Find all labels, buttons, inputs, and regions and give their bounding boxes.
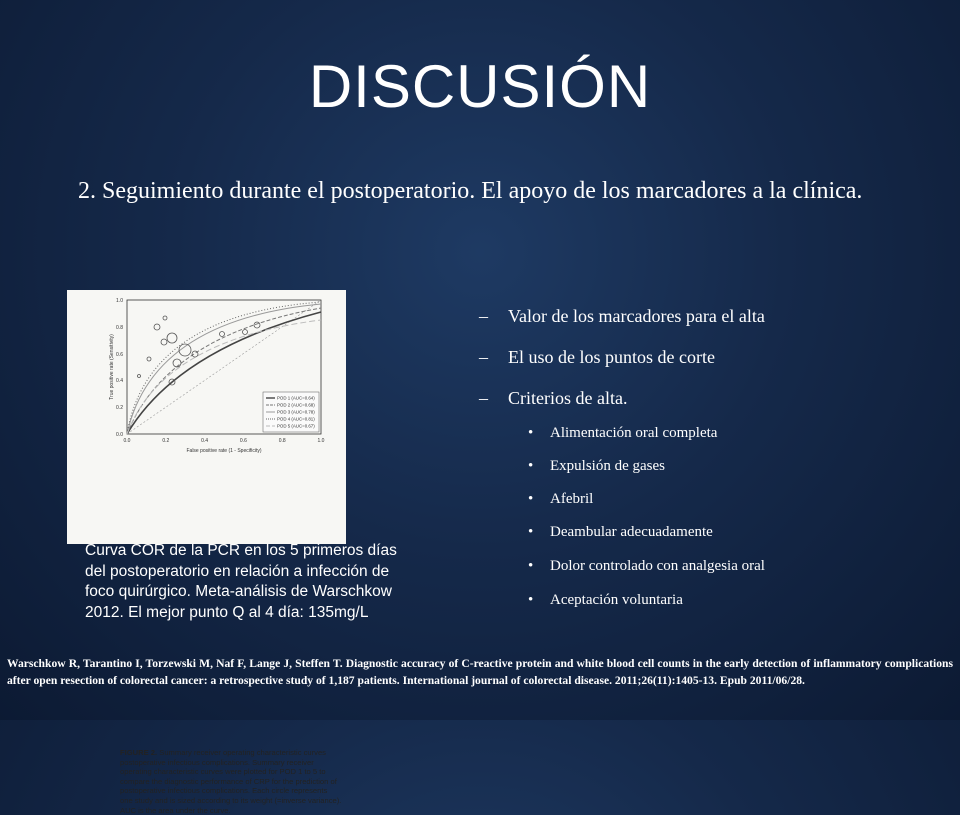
legend-item: POD 3 (AUC=0.78) <box>277 409 315 415</box>
criteria-text: Deambular adecuadamente <box>550 524 713 540</box>
y-tick: 0.8 <box>116 325 123 331</box>
study-point <box>220 332 225 337</box>
y-tick: 0.2 <box>116 405 123 411</box>
image-caption: Curva COR de la PCR en los 5 primeros días del postoperatorio en relación a infección de foco quirúrgico. Meta-análisis de Warschkow 2012. El mejor punto Q al 4 día: 135mg/L <box>85 542 397 621</box>
study-point <box>161 339 167 345</box>
study-point <box>147 357 151 361</box>
x-tick: 0.6 <box>239 438 247 444</box>
bullet-marker: • <box>528 491 534 507</box>
legend-item: POD 1 (AUC=0.64) <box>277 395 315 401</box>
criteria-text: Dolor controlado con analgesia oral <box>550 558 765 574</box>
legend-item: POD 2 (AUC=0.68) <box>277 402 315 408</box>
study-point <box>138 375 141 378</box>
bullet-marker: • <box>528 558 534 574</box>
legend-item: POD 4 (AUC=0.81) <box>277 416 315 422</box>
slide-subtitle: 2. Seguimiento durante el postoperatorio. El apoyo de los marcadores a la clínica. <box>78 178 863 204</box>
dash-marker: – <box>479 347 488 367</box>
dash-marker: – <box>479 306 488 326</box>
main-point-text: Criterios de alta. <box>508 388 628 408</box>
slide-title: DISCUSIÓN <box>308 53 652 120</box>
legend-item: POD 5 (AUC=0.67) <box>277 423 315 429</box>
x-axis-label: False positive rate (1 - Specificity) <box>186 448 262 454</box>
figure-caption <box>120 748 342 815</box>
reference-citation: Warschkow R, Tarantino I, Torzewski M, Naf F, Lange J, Steffen T. Diagnostic accuracy of C-reactive protein and white blood cell counts in the early detection of inflammatory complications after open resection of colorectal cancer: a retrospective study of 1,187 patients. International journal of colorectal disease. 2011;26(11):1405-13. Epub 2011/06/28. <box>7 657 953 687</box>
criteria-text: Expulsión de gases <box>550 458 665 474</box>
study-point <box>154 324 160 330</box>
figure-caption-label: FIGURE 2. <box>120 748 158 757</box>
main-point-text: El uso de los puntos de corte <box>508 347 715 367</box>
bullet-marker: • <box>528 425 534 441</box>
study-point <box>173 359 181 367</box>
y-tick: 1.0 <box>116 298 123 304</box>
bullet-marker: • <box>528 592 534 608</box>
y-ticks <box>116 298 123 438</box>
dash-marker: – <box>479 388 488 408</box>
criteria-text: Afebril <box>550 491 594 507</box>
bullet-marker: • <box>528 458 534 474</box>
study-point <box>254 322 260 328</box>
criteria-text: Alimentación oral completa <box>550 425 718 441</box>
y-tick: 0.4 <box>116 378 123 384</box>
criteria-text: Aceptación voluntaria <box>550 592 683 608</box>
x-tick: 0.4 <box>201 438 209 444</box>
study-point <box>163 316 167 320</box>
x-tick: 0.2 <box>162 438 170 444</box>
x-tick: 0.0 <box>123 438 131 444</box>
roc-plot <box>67 290 346 544</box>
bullet-marker: • <box>528 524 534 540</box>
study-point <box>243 330 248 335</box>
main-point-text: Valor de los marcadores para el alta <box>508 306 765 326</box>
y-axis-label: True positive rate (Sensitivity) <box>109 334 115 400</box>
y-tick: 0.0 <box>116 432 123 438</box>
x-tick: 1.0 <box>317 438 325 444</box>
study-point <box>167 333 177 343</box>
study-point <box>192 351 198 357</box>
x-ticks <box>124 438 325 444</box>
figure-caption-text: Summary receiver operating characteristic curves postoperative infectious complications. Summary receiver operating characteristic curves were plotted for POD 1 to 5 to compare the diagnostic performance of CRP for the prediction of postoperative infectious complications. Each circle represents one study and is sized according to its weight (=inverse variance). AUC is the area under the curve. <box>120 748 342 815</box>
x-tick: 0.8 <box>278 438 286 444</box>
y-tick: 0.6 <box>116 352 123 358</box>
